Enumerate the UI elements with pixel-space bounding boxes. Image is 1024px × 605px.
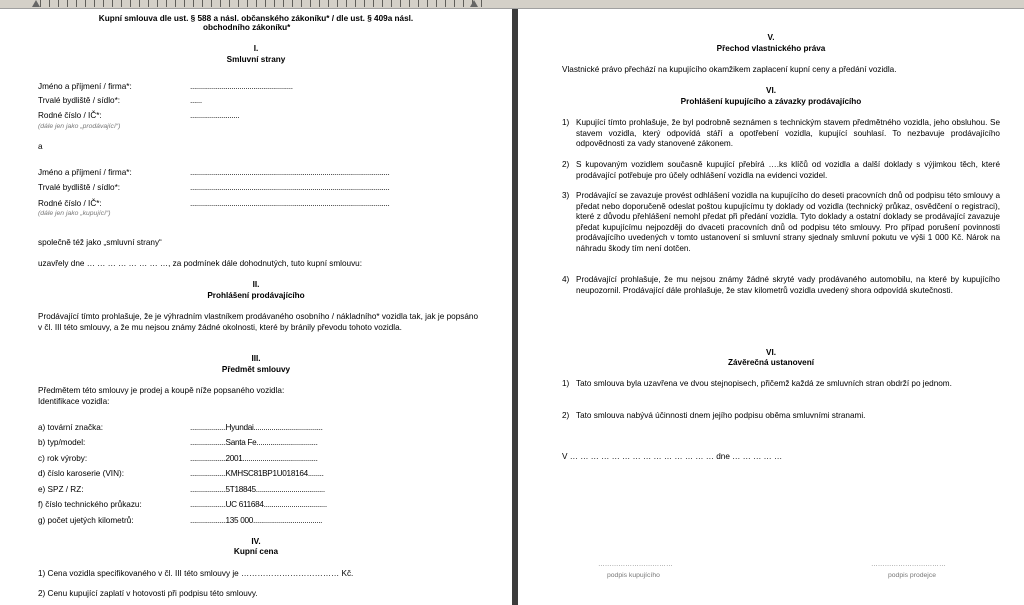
- seller-id-field[interactable]: .........................: [190, 111, 240, 120]
- seller-id-label: Rodné číslo / IČ*:: [38, 111, 102, 120]
- seller-note: (dále jen jako „prodávající“): [38, 123, 121, 130]
- vehicle-tech-card-value[interactable]: ..................UC 611684................................: [190, 500, 327, 509]
- vehicle-vin-value[interactable]: ..................KMHSC81BP1U018164........: [190, 469, 324, 478]
- vehicle-identification-label: Identifikace vozidla:: [38, 397, 110, 406]
- section-5-text: Vlastnické právo přechází na kupujícího okamžikem zaplacení kupní ceny a předání vozidla.: [562, 65, 897, 74]
- section-3-title: Předmět smlouvy: [221, 365, 291, 374]
- section-2-text: Prodávající tímto prohlašuje, že je výhradním vlastníkem prodávaného osobního / nákladního* vozidla tak, jak je popsáno v čl. III této smlouvy, a že mu nejsou známy žádné okolnosti, které by bránily převodu tohoto vozidla.: [38, 312, 478, 332]
- vehicle-model-label: b) typ/model:: [38, 438, 86, 447]
- ruler-scale: [40, 0, 484, 7]
- section-5-number: V.: [767, 33, 775, 42]
- buyer-signature-caption: podpis kupujícího: [607, 572, 660, 579]
- buyer-address-field[interactable]: .....................................................................................................: [190, 183, 390, 192]
- seller-name-field[interactable]: ....................................................: [190, 82, 293, 91]
- s7-item-1-number: 1): [562, 379, 570, 388]
- buyer-id-label: Rodné číslo / IČ*:: [38, 199, 102, 208]
- section-7-number: VI.: [765, 348, 776, 357]
- concluded-text: uzavřely dne … … … … … … … …, za podmínek dále dohodnutých, tuto kupní smlouvu:: [38, 259, 363, 268]
- section-3-intro: Předmětem této smlouvy je prodej a koupě níže popsaného vozidla:: [38, 386, 285, 395]
- buyer-note: (dále jen jako „kupující“): [38, 210, 111, 217]
- buyer-address-label: Trvalé bydliště / sídlo*:: [38, 183, 121, 192]
- seller-address-label: Trvalé bydliště / sídlo*:: [38, 96, 121, 105]
- s6-item-4-text: Prodávající prohlašuje, že mu nejsou známy žádné skryté vady prodávaného automobilu, na které by kupujícího neupozornil. Prodávající dále prohlašuje, že stav kilometrů vozidla uvedený shora odpovídá skutečnosti.: [576, 275, 1000, 295]
- section-3-number: III.: [251, 354, 261, 363]
- seller-signature-line[interactable]: ……………………………: [871, 561, 946, 568]
- vehicle-model-value[interactable]: ..................Santa Fe...............................: [190, 438, 318, 447]
- vehicle-tech-card-label: f) číslo technického průkazu:: [38, 500, 142, 509]
- together-text: společně též jako „smluvní strany“: [38, 238, 162, 247]
- vehicle-make-value[interactable]: ..................Hyundai...................................: [190, 423, 323, 432]
- s7-item-1-text: Tato smlouva byla uzavřena ve dvou stejnopisech, přičemž každá ze smluvních stran obdrží po jednom.: [576, 379, 952, 388]
- contract-title: Kupní smlouva dle ust. § 588 a násl. občanského zákoníku* / dle ust. § 409a násl.: [98, 14, 414, 23]
- section-5-title: Přechod vlastnického práva: [716, 44, 826, 53]
- place-date-line: V … … … … … … … … … … … … … … dne … … … … …: [562, 452, 783, 461]
- s6-item-4-number: 4): [562, 275, 570, 284]
- buyer-id-field[interactable]: .....................................................................................................: [190, 199, 390, 208]
- s6-item-2-number: 2): [562, 160, 570, 169]
- seller-signature-caption: podpis prodejce: [888, 572, 936, 579]
- buyer-name-field[interactable]: .....................................................................................................: [190, 168, 390, 177]
- ruler[interactable]: [0, 0, 1024, 9]
- price-item-1: 1) Cena vozidla specifikovaného v čl. III této smlouvy je ……………………………… Kč.: [38, 569, 354, 578]
- vehicle-mileage-value[interactable]: ..................135 000...................................: [190, 516, 323, 525]
- section-6-number: VI.: [765, 86, 776, 95]
- vehicle-plate-label: e) SPZ / RZ:: [38, 485, 84, 494]
- vehicle-vin-label: d) číslo karoserie (VIN):: [38, 469, 124, 478]
- vehicle-year-label: c) rok výroby:: [38, 454, 88, 463]
- section-4-title: Kupní cena: [233, 547, 279, 556]
- s7-item-2-text: Tato smlouva nabývá účinnosti dnem jejího podpisu oběma smluvními stranami.: [576, 411, 866, 420]
- s6-item-2-text: S kupovaným vozidlem současně kupující přebírá ….ks klíčů od vozidla a další doklady s výjimkou těch, které prodávající potřebuje pro účely odhlášení vozidla na evidenci vozidel.: [576, 160, 1000, 180]
- vehicle-plate-value[interactable]: ..................5T18845...................................: [190, 485, 325, 494]
- s6-item-1-number: 1): [562, 118, 570, 127]
- s6-item-1-text: Kupující tímto prohlašuje, že byl podrobně seznámen s technickým stavem předmětného vozidla, jeho obsluhou. Se stavem vozidla, který odpovídá stáří a opotřebení vozidla, kupující souhlasí. To nezbavuje prodávajícího odpovědnosti za vady stanovené zákonem.: [576, 118, 1000, 148]
- s6-item-3-number: 3): [562, 191, 570, 200]
- section-1-number: I.: [253, 44, 259, 53]
- seller-address-field[interactable]: ......: [190, 96, 202, 105]
- vehicle-make-label: a) tovární značka:: [38, 423, 104, 432]
- document-page-right: [518, 9, 1024, 605]
- section-4-number: IV.: [251, 537, 261, 546]
- indent-marker-left[interactable]: [32, 0, 40, 7]
- document-page-left: [0, 9, 512, 605]
- vehicle-year-value[interactable]: ..................2001......................................: [190, 454, 318, 463]
- seller-name-label: Jméno a příjmení / firma*:: [38, 82, 132, 91]
- section-2-number: II.: [252, 280, 260, 289]
- section-7-title: Závěrečná ustanovení: [727, 358, 814, 367]
- buyer-name-label: Jméno a příjmení / firma*:: [38, 168, 132, 177]
- and-text: a: [38, 142, 43, 151]
- vehicle-mileage-label: g) počet ujetých kilometrů:: [38, 516, 134, 525]
- section-2-title: Prohlášení prodávajícího: [207, 291, 305, 300]
- s7-item-2-number: 2): [562, 411, 570, 420]
- buyer-signature-line[interactable]: ……………………………: [598, 561, 673, 568]
- s6-item-3-text: Prodávající se zavazuje provést odhlášení vozidla na kupujícího do deseti pracovních dnů od podpisu této smlouvy a předat nebo doporučeně odeslat poštou kupujícímu ty doklady od vozidla (technický průkaz, osvědčení o registraci), které z důvodu přehlášení nemohl předat při předání vozidla. Tyto doklady a ostatní doklady se prodávající zavazuje předat kupujícímu nejpozději do dvaceti pracovních dnů od podpisu této smlouvy. Pro případ porušení povinnosti prodávajícího uvedených v tomto ustanovení si smluvní strany sjednaly smluvní pokutu ve výši 1 000 Kč. Nárok na náhradu škody tím není dotčen.: [576, 191, 1000, 253]
- contract-title-line2: obchodního zákoníku*: [203, 23, 291, 32]
- section-1-title: Smluvní strany: [226, 55, 286, 64]
- section-6-title: Prohlášení kupujícího a závazky prodávajícího: [680, 97, 862, 106]
- price-item-2: 2) Cenu kupující zaplatí v hotovosti při podpisu této smlouvy.: [38, 589, 258, 598]
- indent-marker-right[interactable]: [470, 0, 478, 7]
